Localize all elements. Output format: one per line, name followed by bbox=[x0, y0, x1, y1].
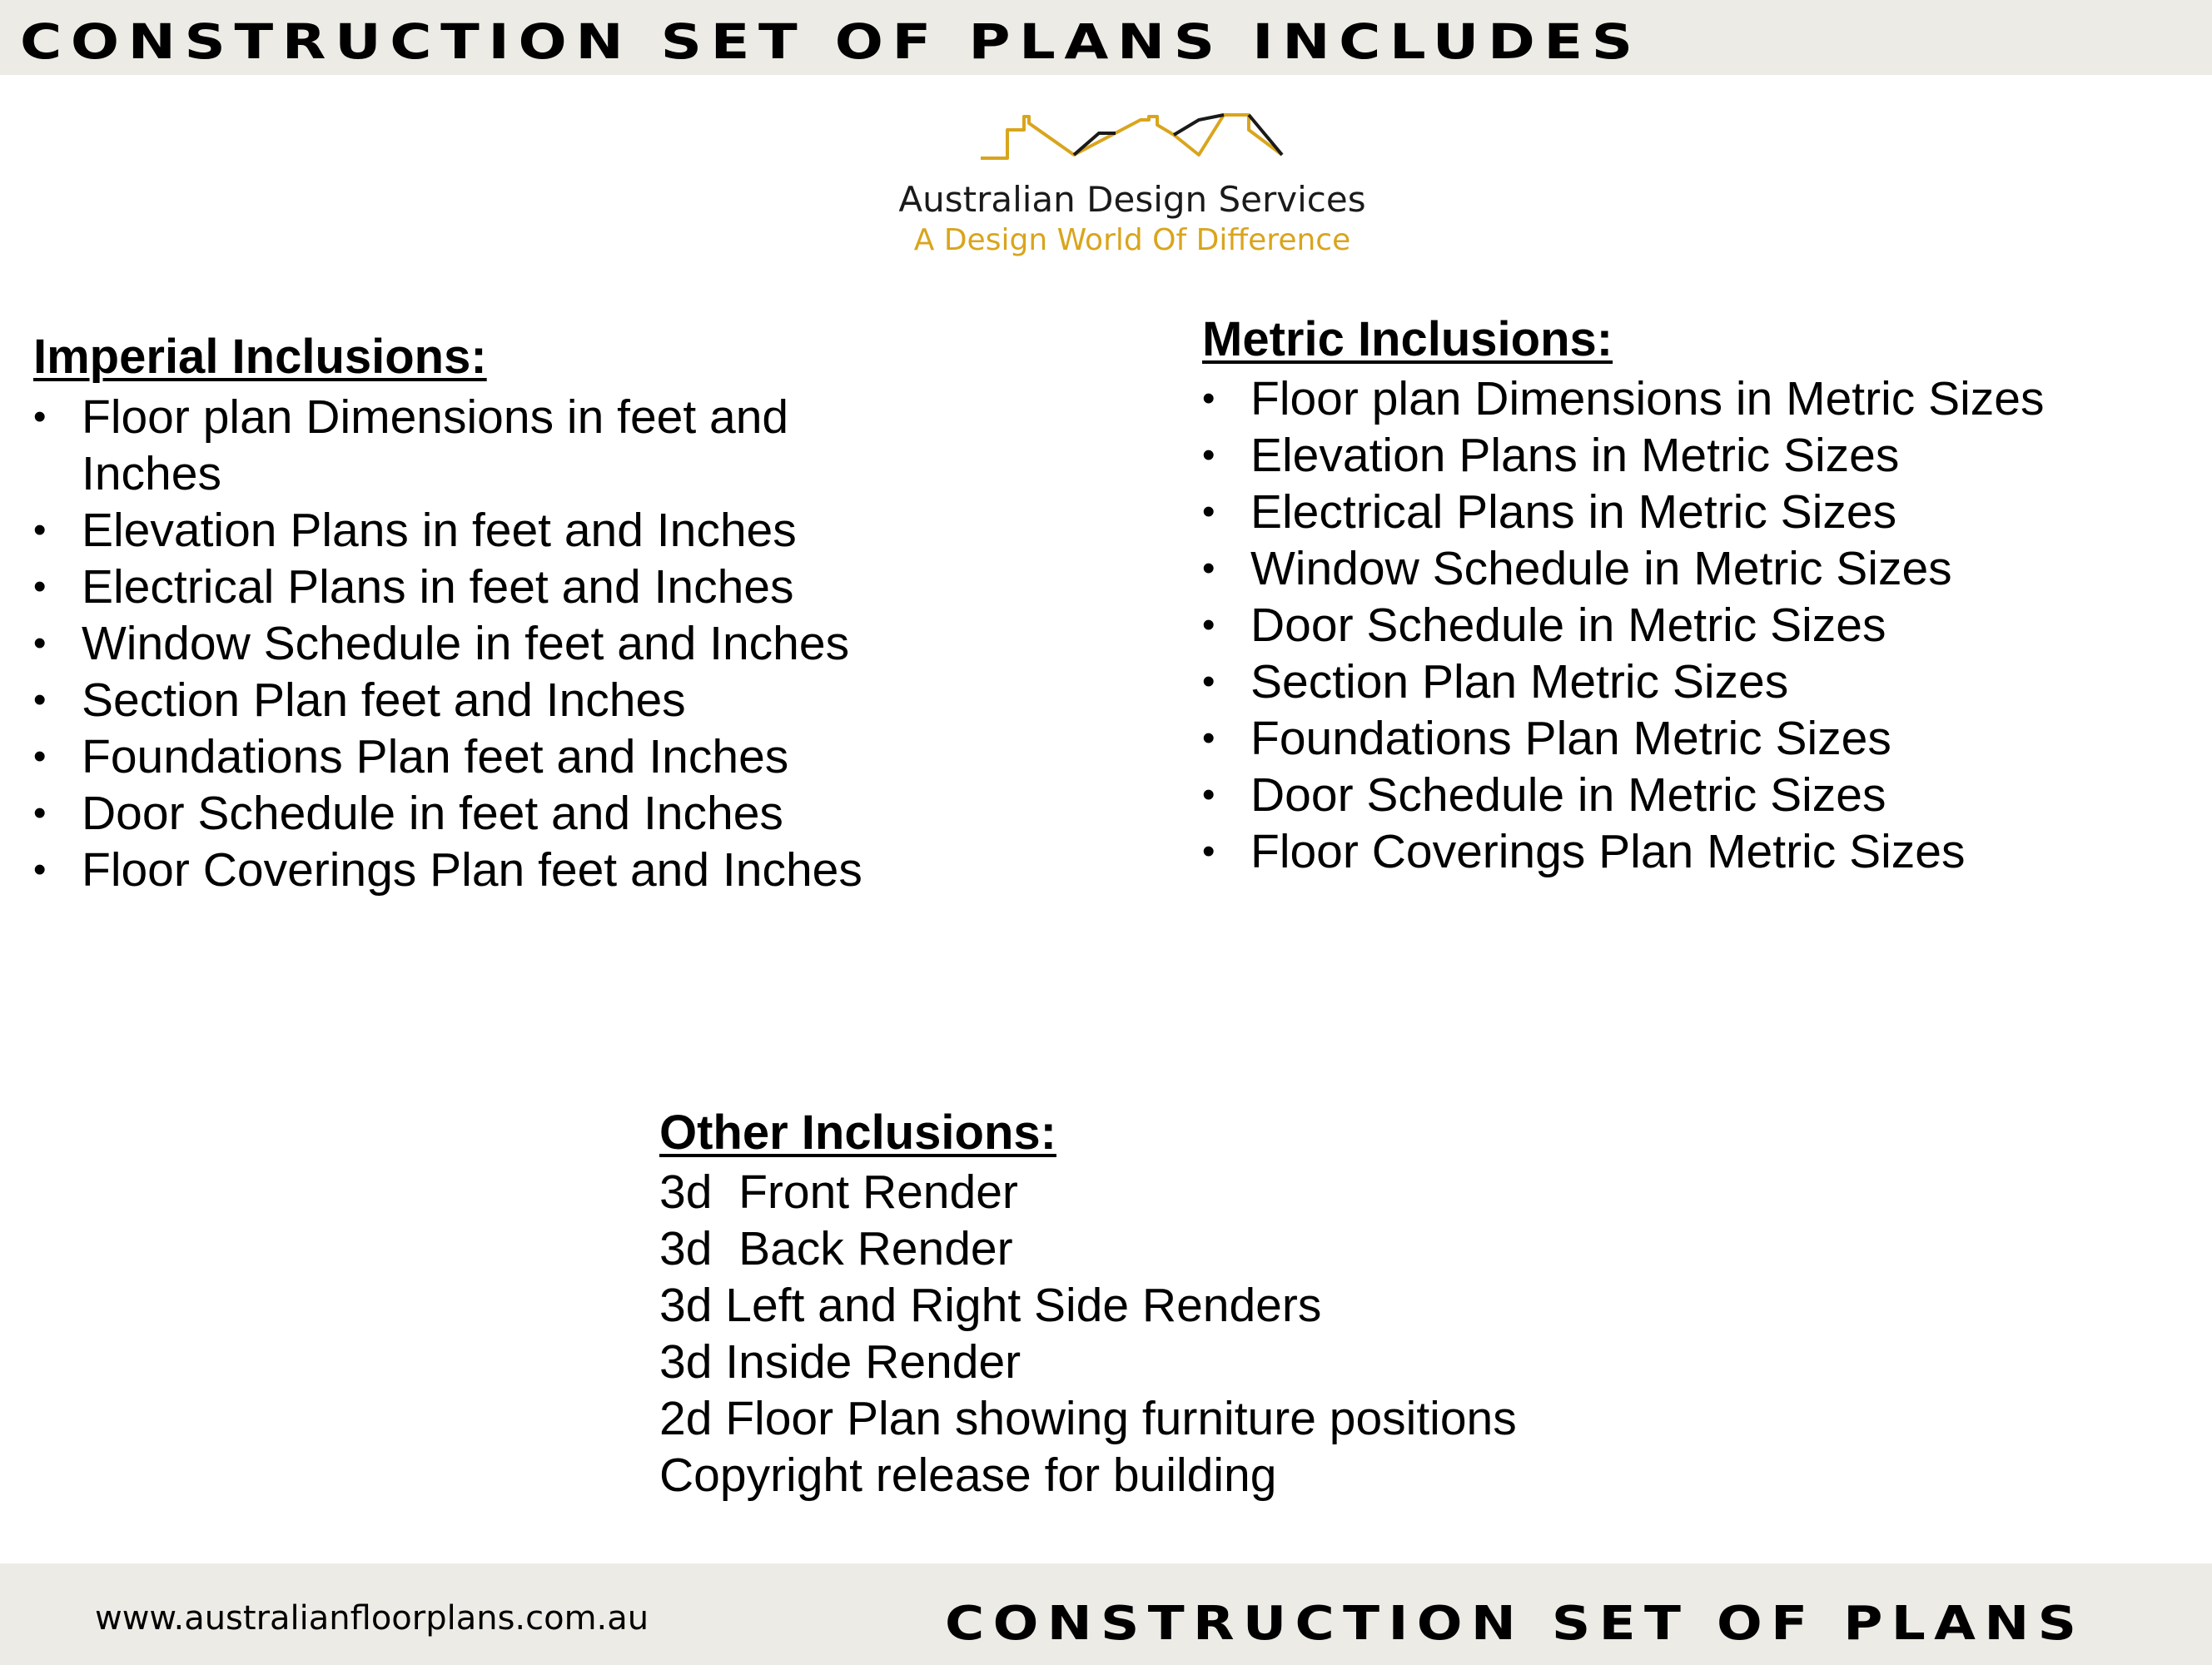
metric-list bbox=[1202, 370, 2185, 880]
list-item: • Door Schedule in feet and Inches bbox=[33, 785, 916, 842]
list-item: • Window Schedule in Metric Sizes bbox=[1202, 540, 2185, 597]
page-title: CONSTRUCTION SET OF PLANS INCLUDES bbox=[20, 13, 1642, 70]
list-item: 2d Floor Plan showing furniture positions bbox=[659, 1392, 1517, 1445]
list-item: • Door Schedule in Metric Sizes bbox=[1202, 597, 2185, 654]
list-item: 3d Back Render bbox=[659, 1222, 1013, 1275]
list-item: • Electrical Plans in feet and Inches bbox=[33, 559, 916, 615]
company-logo bbox=[891, 108, 1374, 266]
logo-tagline: A Design World Of Difference bbox=[913, 223, 1351, 257]
list-item: 3d Front Render bbox=[659, 1166, 1018, 1219]
list-item: • Floor Coverings Plan feet and Inches bbox=[33, 842, 916, 898]
metric-heading: Metric Inclusions: bbox=[1202, 312, 1613, 366]
list-item: 3d Inside Render bbox=[659, 1335, 1021, 1389]
list-item: • Electrical Plans in Metric Sizes bbox=[1202, 484, 2185, 540]
logo-company-name: Australian Design Services bbox=[898, 179, 1366, 220]
list-item: • Elevation Plans in feet and Inches bbox=[33, 502, 916, 559]
roofline-logo-icon bbox=[974, 108, 1290, 166]
list-item: • Floor plan Dimensions in Metric Sizes bbox=[1202, 370, 2185, 427]
list-item: • Section Plan Metric Sizes bbox=[1202, 654, 2185, 710]
list-item: • Floor Coverings Plan Metric Sizes bbox=[1202, 823, 2185, 880]
list-item: Copyright release for building bbox=[659, 1449, 1277, 1502]
other-list bbox=[659, 1164, 1517, 1503]
imperial-heading: Imperial Inclusions: bbox=[33, 330, 487, 384]
list-item: • Section Plan feet and Inches bbox=[33, 672, 916, 728]
imperial-list bbox=[33, 389, 916, 898]
list-item: • Elevation Plans in Metric Sizes bbox=[1202, 427, 2185, 484]
other-heading: Other Inclusions: bbox=[659, 1106, 1056, 1160]
list-item: • Foundations Plan Metric Sizes bbox=[1202, 710, 2185, 767]
footer-title: CONSTRUCTION SET OF PLANS bbox=[945, 1597, 2085, 1651]
list-item: • Foundations Plan feet and Inches bbox=[33, 728, 916, 785]
list-item: • Window Schedule in feet and Inches bbox=[33, 615, 916, 672]
website-link[interactable]: www.australianfloorplans.com.au bbox=[95, 1599, 649, 1638]
list-item: 3d Left and Right Side Renders bbox=[659, 1279, 1322, 1332]
list-item: • Door Schedule in Metric Sizes bbox=[1202, 767, 2185, 823]
list-item: • Floor plan Dimensions in feet and Inches bbox=[33, 389, 916, 502]
